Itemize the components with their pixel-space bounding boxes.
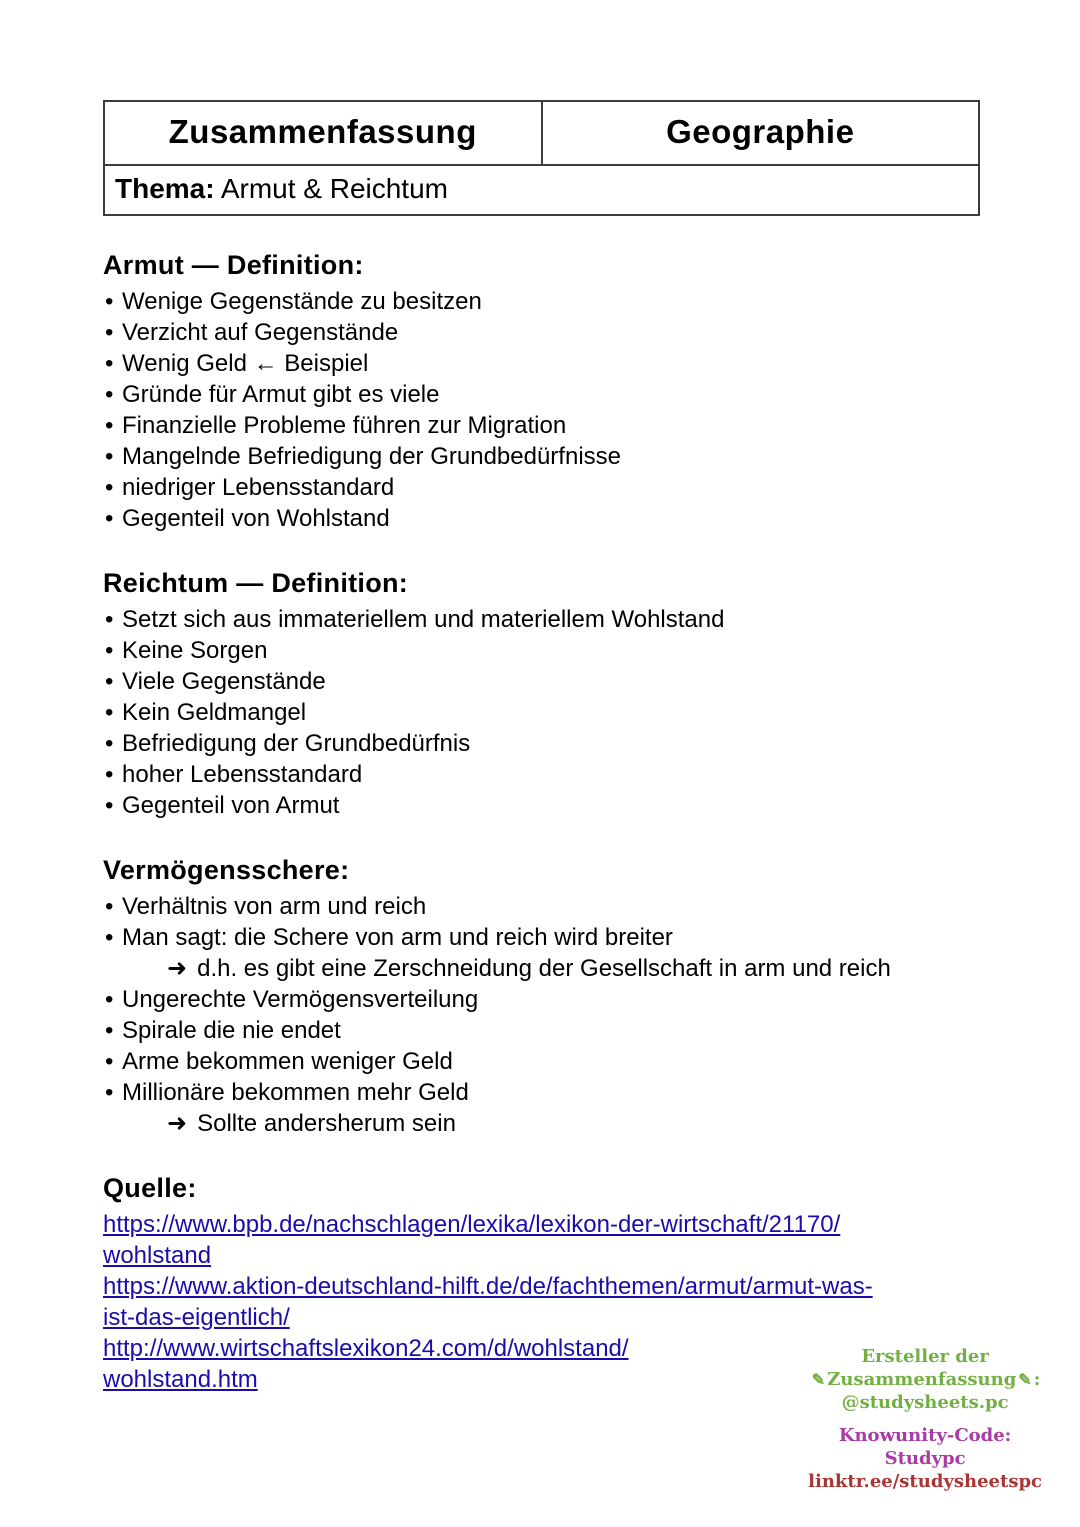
list-item (103, 922, 980, 953)
list-item (103, 286, 980, 317)
list-item (103, 1015, 980, 1046)
list-item-text: Millionäre bekommen mehr Geld (122, 1079, 469, 1106)
list-item-text: niedriger Lebensstandard (122, 474, 395, 501)
list-item (103, 666, 980, 697)
list-item (103, 891, 980, 922)
section-armut (103, 250, 980, 534)
note-icon: ✎ (1018, 1370, 1032, 1389)
bullet-icon: • (105, 668, 114, 695)
header-title-row (105, 102, 978, 166)
bullet-icon: • (105, 319, 114, 346)
bullet-icon: • (105, 792, 114, 819)
section-vermoegensschere (103, 855, 980, 1139)
bullet-icon: • (105, 761, 114, 788)
watermark-line-ersteller: Ersteller der (861, 1346, 989, 1367)
header-table (103, 100, 980, 216)
watermark-line-zusammenfassung (808, 1368, 1042, 1391)
list-item (103, 984, 980, 1015)
bullet-icon: • (105, 893, 114, 920)
bullet-icon: • (105, 606, 114, 633)
list-item (103, 317, 980, 348)
list-item-text: Gründe für Armut gibt es viele (122, 381, 440, 408)
list-item-text: Keine Sorgen (122, 637, 268, 664)
list-item (103, 697, 980, 728)
arrow-icon: ➜ (167, 1110, 188, 1137)
bullet-icon: • (105, 474, 114, 501)
list-item-text: Verhältnis von arm und reich (122, 893, 427, 920)
source-link-line: wohlstand (103, 1242, 212, 1269)
list-item-text: Viele Gegenstände (122, 668, 326, 695)
list-subitem-text: Sollte andersherum sein (197, 1110, 456, 1137)
list-item (103, 379, 980, 410)
section-reichtum (103, 568, 980, 821)
bullet-icon: • (105, 1079, 114, 1106)
source-link-bpb[interactable] (103, 1209, 980, 1271)
list-item-text: Mangelnde Befriedigung der Grundbedürfnisse (122, 443, 621, 470)
list-item (103, 1077, 980, 1108)
list-subitem (103, 953, 980, 984)
list-item-text: Arme bekommen weniger Geld (122, 1048, 453, 1075)
source-link-line: ist-das-eigentlich/ (103, 1304, 290, 1331)
watermark-handle: @studysheets.pc (841, 1392, 1009, 1413)
header-title-right: Geographie (666, 113, 855, 150)
watermark-code-value: Studypc (884, 1448, 966, 1469)
list-item-text: Kein Geldmangel (122, 699, 307, 726)
section-quelle-heading: Quelle: (103, 1173, 197, 1203)
list-item (103, 604, 980, 635)
bullet-icon: • (105, 699, 114, 726)
source-link-line: https://www.aktion-deutschland-hilft.de/de/fachthemen/armut/armut-was- (103, 1273, 873, 1300)
section-reichtum-heading: Reichtum — Definition: (103, 568, 409, 598)
bullet-icon: • (105, 505, 114, 532)
bullet-icon: • (105, 986, 114, 1013)
source-link-line: https://www.bpb.de/nachschlagen/lexika/lexikon-der-wirtschaft/21170/ (103, 1211, 841, 1238)
thema-value: Armut & Reichtum (220, 173, 448, 204)
source-link-line: wohlstand.htm (103, 1366, 258, 1393)
list-item-text: hoher Lebensstandard (122, 761, 363, 788)
source-link-line: http://www.wirtschaftslexikon24.com/d/wohlstand/ (103, 1335, 629, 1362)
watermark-creator-label: Zusammenfassung (827, 1369, 1017, 1390)
bullet-icon: • (105, 1048, 114, 1075)
list-item (103, 472, 980, 503)
bullet-icon: • (105, 924, 114, 951)
section-armut-heading: Armut — Definition: (103, 250, 364, 280)
list-item-text: Wenig Geld ← Beispiel (122, 350, 369, 377)
section-vermoegensschere-heading: Vermögensschere: (103, 855, 350, 885)
thema-label: Thema: (115, 173, 215, 204)
list-item (103, 410, 980, 441)
source-link-aktion-deutschland[interactable] (103, 1271, 980, 1333)
list-item-text: Man sagt: die Schere von arm und reich wird breiter (122, 924, 673, 951)
watermark-creator-suffix: : (1033, 1369, 1041, 1390)
list-item-text: Spirale die nie endet (122, 1017, 341, 1044)
list-item (103, 635, 980, 666)
list-item-text: Setzt sich aus immateriellem und materiellem Wohlstand (122, 606, 725, 633)
list-item (103, 348, 980, 379)
list-subitem (103, 1108, 980, 1139)
creator-watermark (808, 1345, 1042, 1493)
list-item (103, 728, 980, 759)
header-title-left: Zusammenfassung (105, 102, 543, 164)
bullet-icon: • (105, 637, 114, 664)
watermark-linktree: linktr.ee/studysheetspc (808, 1471, 1042, 1492)
bullet-icon: • (105, 1017, 114, 1044)
list-item-text: Befriedigung der Grundbedürfnis (122, 730, 471, 757)
list-item-text: Finanzielle Probleme führen zur Migration (122, 412, 567, 439)
watermark-spacer (808, 1414, 1042, 1424)
list-item-text: Verzicht auf Gegenstände (122, 319, 399, 346)
note-icon: ✎ (811, 1370, 826, 1389)
bullet-icon: • (105, 350, 114, 377)
list-item (103, 1046, 980, 1077)
bullet-icon: • (105, 381, 114, 408)
list-item-text: Wenige Gegenstände zu besitzen (122, 288, 482, 315)
list-item-text: Gegenteil von Armut (122, 792, 340, 819)
bullet-icon: • (105, 730, 114, 757)
header-thema-row (105, 166, 978, 214)
arrow-icon: ➜ (167, 955, 188, 982)
list-item (103, 441, 980, 472)
list-item-text: Gegenteil von Wohlstand (122, 505, 390, 532)
list-item (103, 759, 980, 790)
document-content (103, 100, 980, 1395)
list-item (103, 503, 980, 534)
list-subitem-text: d.h. es gibt eine Zerschneidung der Gesellschaft in arm und reich (197, 955, 891, 982)
bullet-icon: • (105, 443, 114, 470)
bullet-icon: • (105, 288, 114, 315)
bullet-icon: • (105, 412, 114, 439)
list-item-text: Ungerechte Vermögensverteilung (122, 986, 479, 1013)
watermark-code-label: Knowunity-Code: (838, 1425, 1012, 1446)
list-item (103, 790, 980, 821)
